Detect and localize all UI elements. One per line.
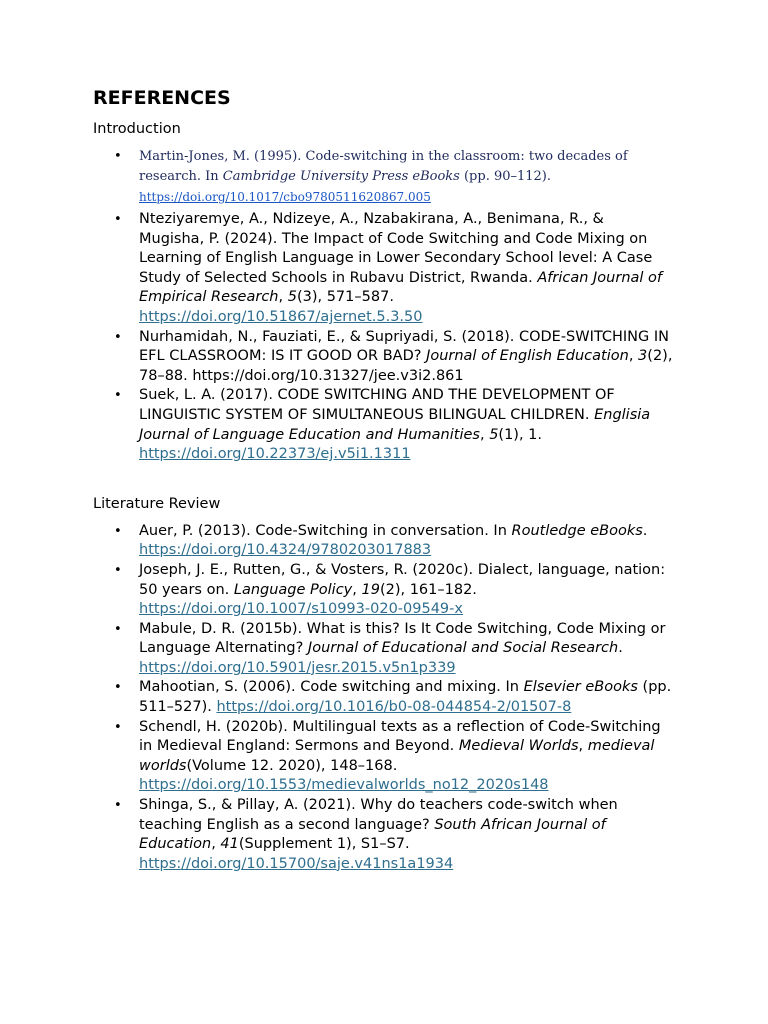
reference-item: • Suek, L. A. (2017). CODE SWITCHING AND THE DEVELOPMENT OF LINGUISTIC SYSTEM OF SIMULTANEOUS BILINGUAL CHILDREN. Englisia Journal of Language Education and Humanities, 5(1), 1. https://doi.org/10.22373/ej.v5i1.1311 (114, 387, 651, 463)
doi-link[interactable]: https://doi.org/10.1553/medievalworlds_no12_2020s148 (139, 777, 549, 794)
doi-link[interactable]: https://doi.org/10.5901/jesr.2015.v5n1p339 (139, 659, 456, 676)
bullet-icon: • (114, 149, 122, 164)
document-page (93, 86, 673, 874)
reference-item: • Mabule, D. R. (2015b). What is this? Is It Code Switching, Code Mixing or Language Alternating? Journal of Educational and Social Research. https://doi.org/10.5901/jesr.2015.v5n1p339 (114, 620, 666, 676)
reference-item: • Mahootian, S. (2006). Code switching and mixing. In Elsevier eBooks (pp. 511–527). https://doi.org/10.1016/b0-08-044854-2/01507-8 (114, 679, 672, 716)
section-heading-introduction: Introduction (93, 121, 181, 137)
doi-link[interactable]: https://doi.org/10.4324/9780203017883 (139, 542, 432, 559)
reference-list-introduction (93, 147, 673, 465)
reference-item: • Shinga, S., & Pillay, A. (2021). Why do teachers code-switch when teaching English as a second language? South African Journal of Education, 41(Supplement 1), S1–S7. https://doi.org/10.15700/saje.v41ns1a1934 (114, 797, 618, 872)
bullet-icon: • (114, 562, 122, 578)
bullet-icon: • (114, 680, 122, 696)
doi-link[interactable]: https://doi.org/10.15700/saje.v41ns1a1934 (139, 855, 454, 872)
reference-item: • Nteziyaremye, A., Ndizeye, A., Nzabakirana, A., Benimana, R., & Mugisha, P. (2024). The Impact of Code Switching and Code Mixing on Learning of English Language in Lower Secondary School level: A Case Study of Selected Schools in Rubavu District, Rwanda. African Journal of Empirical Research, 5(3), 571–587. https://doi.org/10.51867/ajernet.5.3.50 (114, 211, 663, 325)
reference-item: • Auer, P. (2013). Code-Switching in conversation. In Routledge eBooks. https://doi.org/10.4324/9780203017883 (114, 522, 648, 559)
bullet-icon: • (114, 329, 122, 345)
bullet-icon: • (114, 719, 122, 735)
reference-list-literature-review (93, 522, 673, 875)
reference-item: • Martin-Jones, M. (1995). Code-switching in the classroom: two decades of research. In Cambridge University Press eBooks (pp. 90–112). https://doi.org/10.1017/cbo9780511620867.005 (114, 149, 628, 204)
doi-link[interactable]: https://doi.org/10.22373/ej.v5i1.1311 (139, 446, 411, 463)
doi-link[interactable]: https://doi.org/10.1017/cbo9780511620867.005 (139, 190, 431, 204)
bullet-icon: • (114, 621, 122, 637)
bullet-icon: • (114, 388, 122, 404)
bullet-icon: • (114, 212, 122, 227)
reference-item: • Joseph, J. E., Rutten, G., & Vosters, R. (2020c). Dialect, language, nation: 50 years on. Language Policy, 19(2), 161–182. https://doi.org/10.1007/s10993-020-09549-x (114, 561, 666, 618)
page-title: REFERENCES (93, 87, 231, 109)
section-heading-literature-review: Literature Review (93, 495, 221, 512)
doi-link[interactable]: https://doi.org/10.1016/b0-08-044854-2/01507-8 (216, 699, 572, 716)
bullet-icon: • (114, 798, 122, 814)
reference-item: • Nurhamidah, N., Fauziati, E., & Supriyadi, S. (2018). CODE-SWITCHING IN EFL CLASSROOM: IS IT GOOD OR BAD? Journal of English Education, 3(2), 78–88. https://doi.org/10.31327/jee.v3i2.861 (114, 328, 673, 384)
reference-item: • Schendl, H. (2020b). Multilingual texts as a reflection of Code-Switching in Medieval England: Sermons and Beyond. Medieval Worlds, medieval worlds(Volume 12. 2020), 148–168. https://doi.org/10.1553/medievalworlds_no12_2020s148 (114, 718, 661, 794)
doi-link[interactable]: https://doi.org/10.51867/ajernet.5.3.50 (139, 308, 423, 325)
bullet-icon: • (114, 523, 122, 539)
doi-link[interactable]: https://doi.org/10.1007/s10993-020-09549-x (139, 601, 463, 618)
